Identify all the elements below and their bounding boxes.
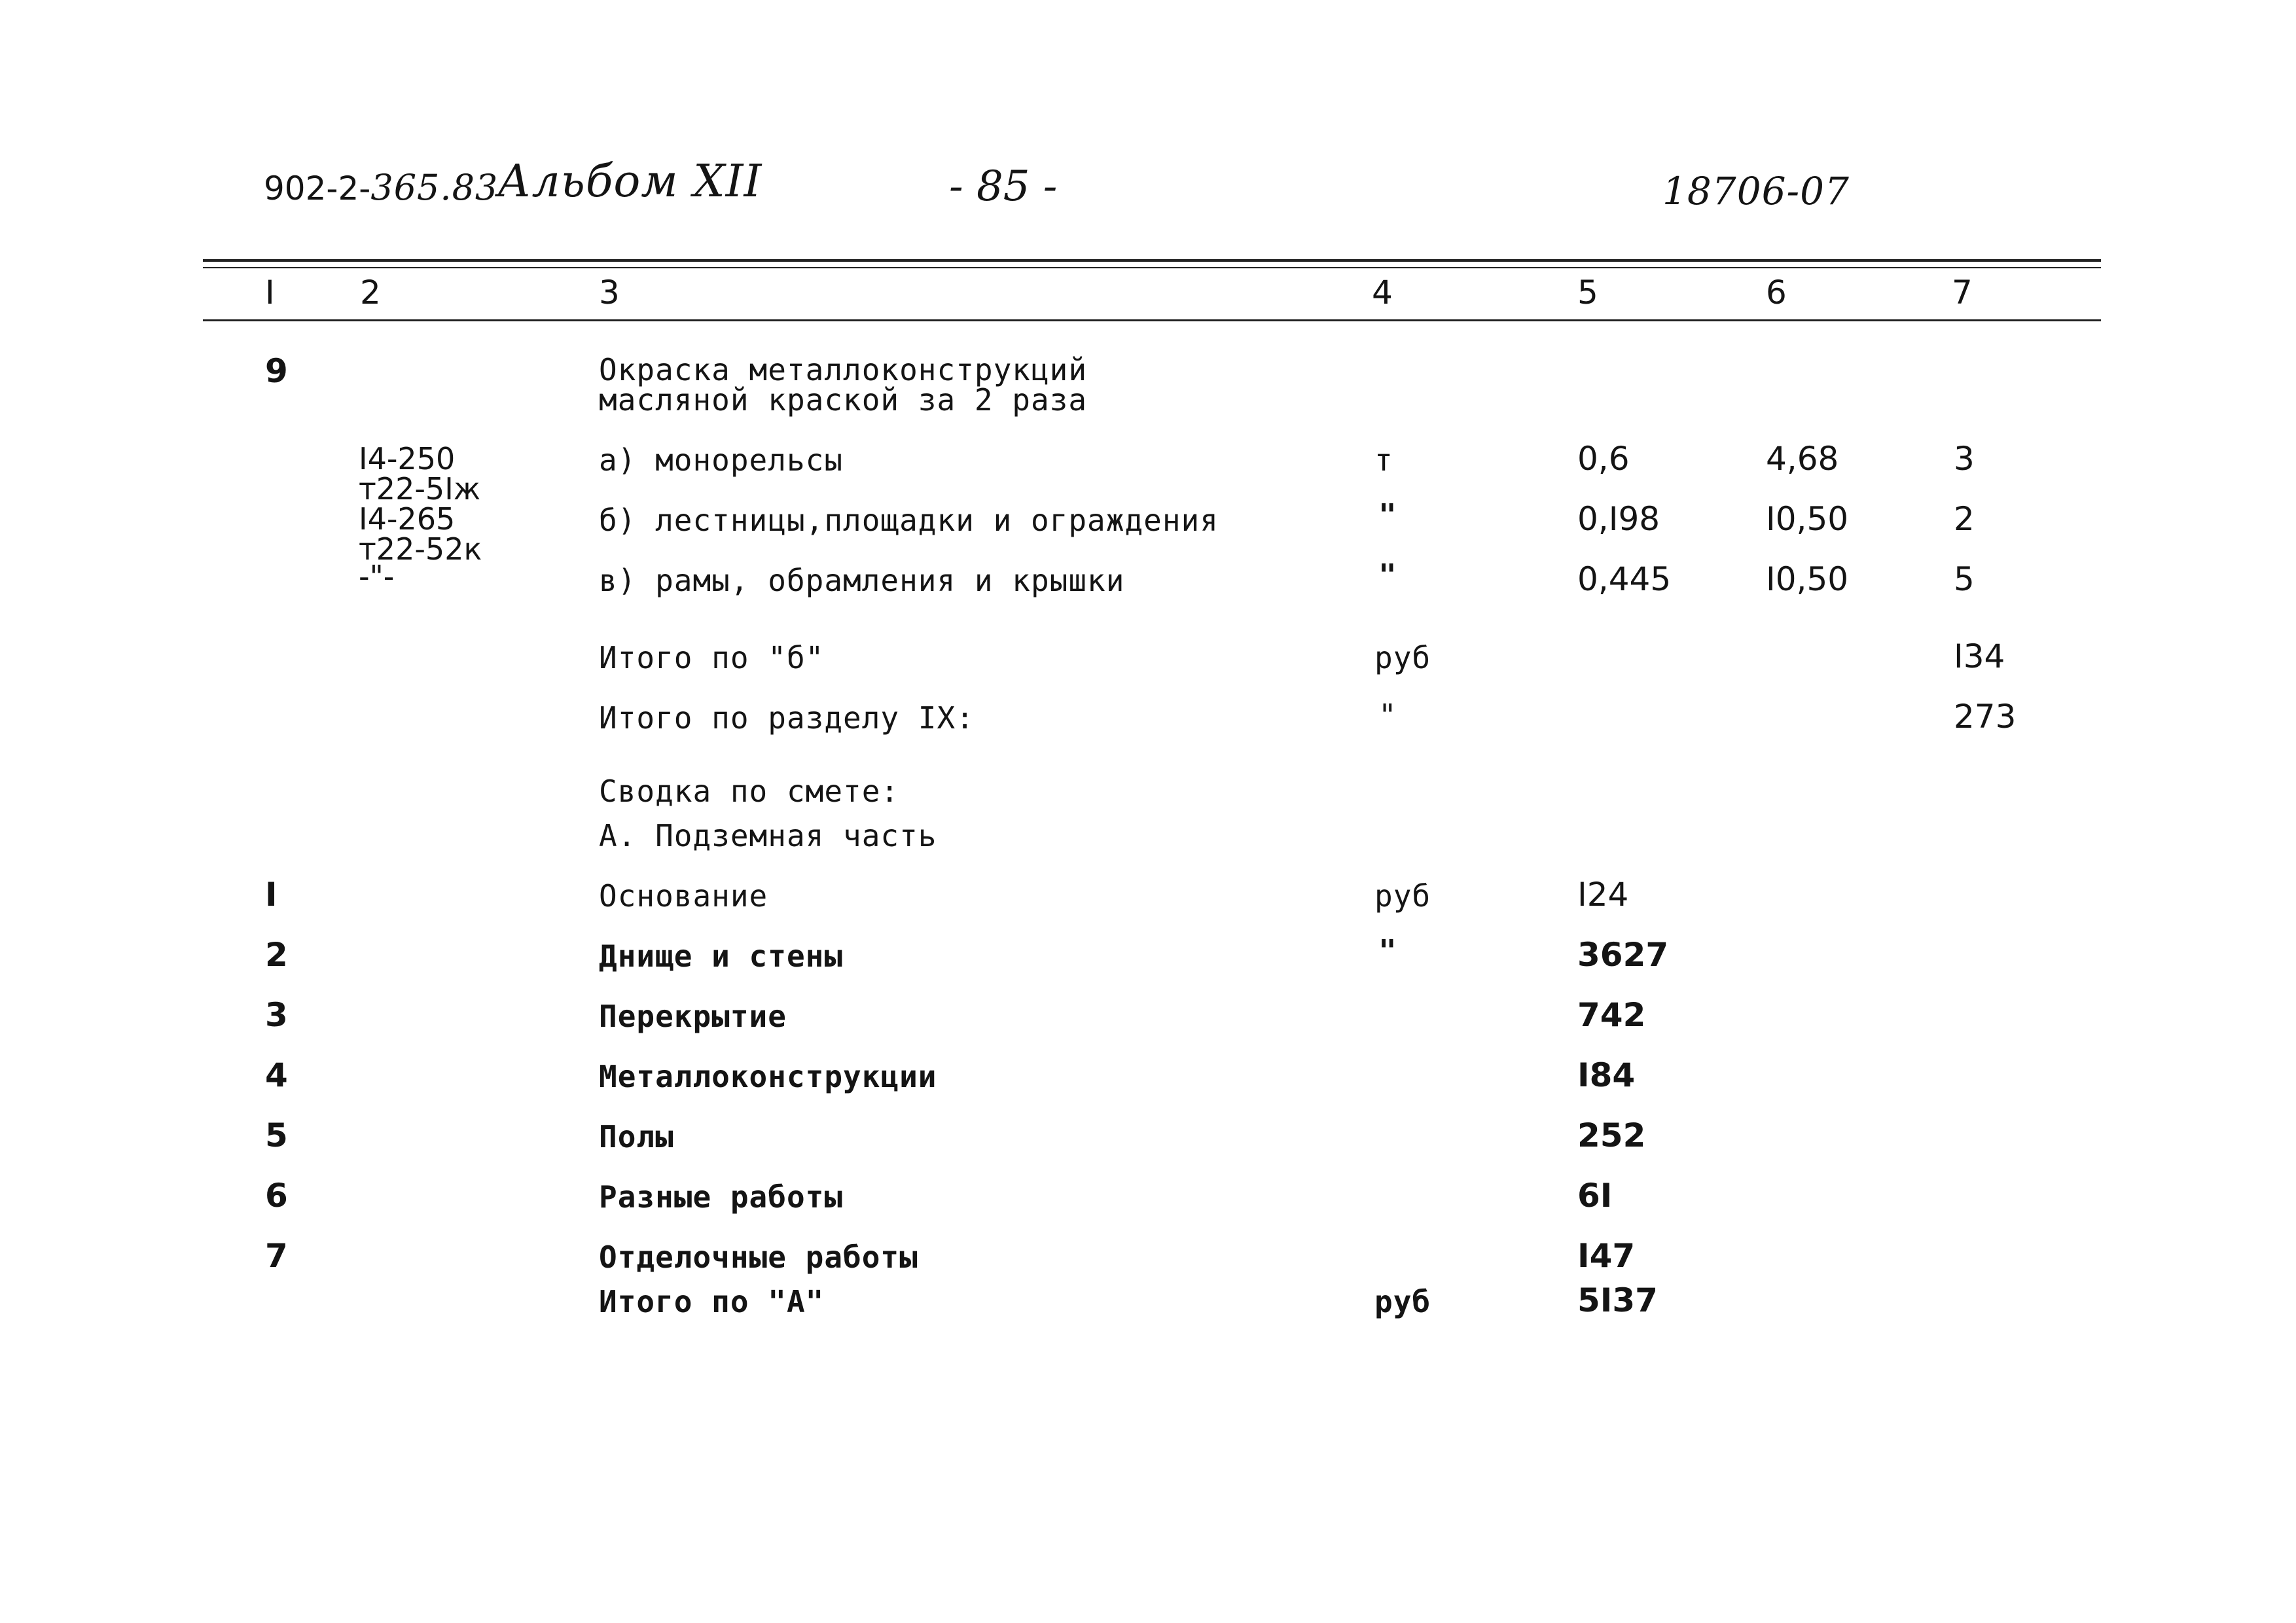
- item-title-line1: Окраска металлоконструкций: [599, 352, 1088, 387]
- summary-item-number: 6: [265, 1177, 288, 1215]
- header-rule-second: [203, 267, 2101, 268]
- summary-item-value: I47: [1577, 1237, 1636, 1275]
- summary-item-number: 4: [265, 1056, 288, 1094]
- total-unit: руб: [1374, 640, 1431, 675]
- column-number: 2: [360, 274, 381, 312]
- row-price: 4,68: [1766, 440, 1839, 478]
- row-qty: 0,445: [1577, 560, 1672, 598]
- rate-code: -"-: [359, 559, 395, 594]
- summary-item-number: 5: [265, 1116, 288, 1154]
- row-unit: т: [1374, 442, 1393, 478]
- row-qty: 0,6: [1577, 440, 1630, 478]
- summary-item-number: 7: [265, 1237, 288, 1275]
- summary-item-name: Днище и стены: [599, 938, 844, 974]
- summary-item-unit: ": [1378, 933, 1397, 969]
- summary-item-value: 742: [1577, 996, 1646, 1034]
- column-number: I: [265, 274, 275, 312]
- summary-item-value: 252: [1577, 1116, 1646, 1154]
- summary-item-value: 3627: [1577, 936, 1669, 974]
- row-qty: 0,I98: [1577, 500, 1660, 538]
- total-label: Итого по разделу IX:: [599, 700, 975, 736]
- total-value: 273: [1954, 698, 2017, 736]
- item-number: 9: [265, 352, 288, 390]
- summary-item-name: Отделочные работы: [599, 1240, 918, 1275]
- summary-item-name: Перекрытие: [599, 999, 787, 1034]
- summary-item-value: I24: [1577, 876, 1629, 914]
- summary-total-unit: руб: [1374, 1284, 1431, 1319]
- summary-item-name: Полы: [599, 1119, 674, 1154]
- summary-item-name: Металлоконструкции: [599, 1059, 937, 1094]
- summary-item-name: Разные работы: [599, 1179, 844, 1215]
- row-unit: ": [1378, 497, 1397, 533]
- header-rule: [203, 259, 2101, 262]
- summary-item-number: 2: [265, 936, 288, 974]
- rate-code: т22-5Iж: [359, 471, 481, 507]
- summary-item-number: 3: [265, 996, 288, 1034]
- summary-item-number: I: [265, 876, 278, 914]
- summary-item-value: 6I: [1577, 1177, 1613, 1215]
- total-unit: ": [1378, 698, 1397, 733]
- rate-code: т22-52к: [359, 531, 482, 567]
- summary-item-unit: руб: [1374, 878, 1431, 914]
- column-number: 7: [1952, 274, 1973, 312]
- row-name: б) лестницы,площадки и ограждения: [599, 503, 1219, 538]
- row-unit: ": [1378, 558, 1397, 593]
- summary-heading: Сводка по смете:: [599, 774, 900, 809]
- summary-item-name: Основание: [599, 878, 768, 914]
- page-number: - 85 -: [949, 162, 1058, 211]
- album-label: Альбом XII: [497, 156, 762, 207]
- row-price: I0,50: [1766, 560, 1849, 598]
- rate-code: I4-250: [359, 441, 456, 476]
- row-name: а) монорельсы: [599, 442, 844, 478]
- total-label: Итого по "б": [599, 640, 825, 675]
- row-cost: 2: [1954, 500, 1975, 538]
- item-title-line2: масляной краской за 2 раза: [599, 382, 1088, 418]
- summary-total-value: 5I37: [1577, 1281, 1658, 1319]
- row-cost: 3: [1954, 440, 1975, 478]
- summary-item-value: I84: [1577, 1056, 1636, 1094]
- rate-code: I4-265: [359, 501, 456, 537]
- row-cost: 5: [1954, 560, 1975, 598]
- column-number: 4: [1372, 274, 1393, 312]
- document-code-handwritten: 365.83: [370, 167, 499, 208]
- document-code-printed: 902-2-: [264, 169, 371, 207]
- column-number-rule: [203, 319, 2101, 321]
- row-name: в) рамы, обрамления и крышки: [599, 563, 1125, 598]
- row-price: I0,50: [1766, 500, 1849, 538]
- total-value: I34: [1954, 637, 2005, 675]
- archive-number: 18706-07: [1662, 169, 1850, 213]
- column-number: 5: [1577, 274, 1598, 312]
- column-number: 3: [599, 274, 620, 312]
- column-number: 6: [1766, 274, 1787, 312]
- summary-total-label: Итого по "А": [599, 1284, 825, 1319]
- document-code: [264, 167, 498, 208]
- summary-subheading: А. Подземная часть: [599, 818, 937, 853]
